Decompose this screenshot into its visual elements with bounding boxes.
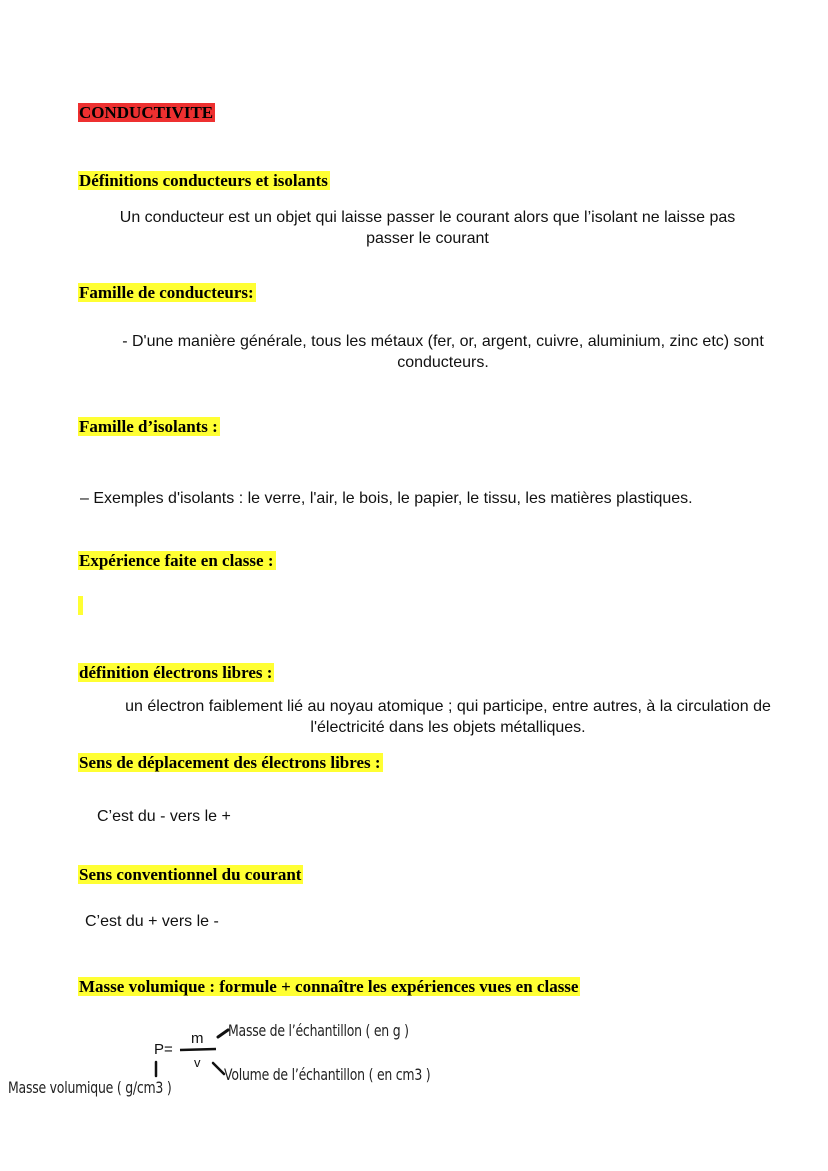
conductors-line-1: - D'une manière générale, tous les métaux (fer, or, argent, cuivre, aluminium, zinc etc) sont [122,333,764,350]
density-heading-text: Masse volumique : formule + connaître les expériences vues en classe [79,977,579,996]
page-title [78,102,215,124]
volume-note: Volume de l’échantillon ( en cm3 ) [224,1065,431,1084]
free-electrons-line-2: l'électricité dans les objets métalliques. [310,719,586,736]
conductors-heading [78,282,256,304]
current-direction-heading [78,864,303,886]
definitions-line-2: passer le courant [366,230,489,247]
current-direction-text: C’est du + vers le - [85,913,219,930]
page-title-text: CONDUCTIVITE [79,103,214,122]
formula-lhs: P= [154,1041,173,1058]
free-electrons-heading [78,662,274,684]
current-direction-heading-text: Sens conventionnel du courant [79,865,302,884]
free-electrons-heading-text: définition électrons libres : [79,663,273,682]
mass-pointer [218,1030,228,1037]
definitions-heading [78,170,330,192]
insulators-paragraph [80,488,820,509]
experiment-heading [78,550,276,572]
mass-note: Masse de l’échantillon ( en g ) [228,1021,409,1040]
volume-pointer [213,1063,224,1074]
insulators-heading [78,416,220,438]
formula-numerator: m [191,1030,204,1047]
definitions-line-1: Un conducteur est un objet qui laisse passer le courant alors que l’isolant ne laisse pas [119,209,736,226]
definitions-heading-text: Définitions conducteurs et isolants [79,171,328,190]
conductors-line-2: conducteurs. [397,354,489,371]
density-note: Masse volumique ( g/cm3 ) [8,1078,172,1097]
insulators-heading-text: Famille d’isolants : [79,417,218,436]
electron-direction-heading [78,752,383,774]
free-electrons-paragraph [72,696,824,738]
free-electrons-line-1: un électron faiblement lié au noyau atomique ; qui participe, entre autres, à la circulation de [125,698,771,715]
experiment-heading-text: Expérience faite en classe : [79,551,274,570]
electron-direction-text: C’est du - vers le + [97,808,231,825]
conductors-paragraph [68,331,818,373]
conductors-heading-text: Famille de conducteurs: [79,283,254,302]
density-heading [78,976,580,998]
definitions-paragraph [60,207,795,249]
fraction-bar [180,1049,216,1050]
electron-direction-heading-text: Sens de déplacement des électrons libres : [79,753,381,772]
insulators-line-1: – Exemples d'isolants : le verre, l'air, le bois, le papier, le tissu, les matières plastiques. [80,490,693,507]
empty-highlight-marker [78,596,83,615]
formula-denominator: v [194,1055,201,1070]
